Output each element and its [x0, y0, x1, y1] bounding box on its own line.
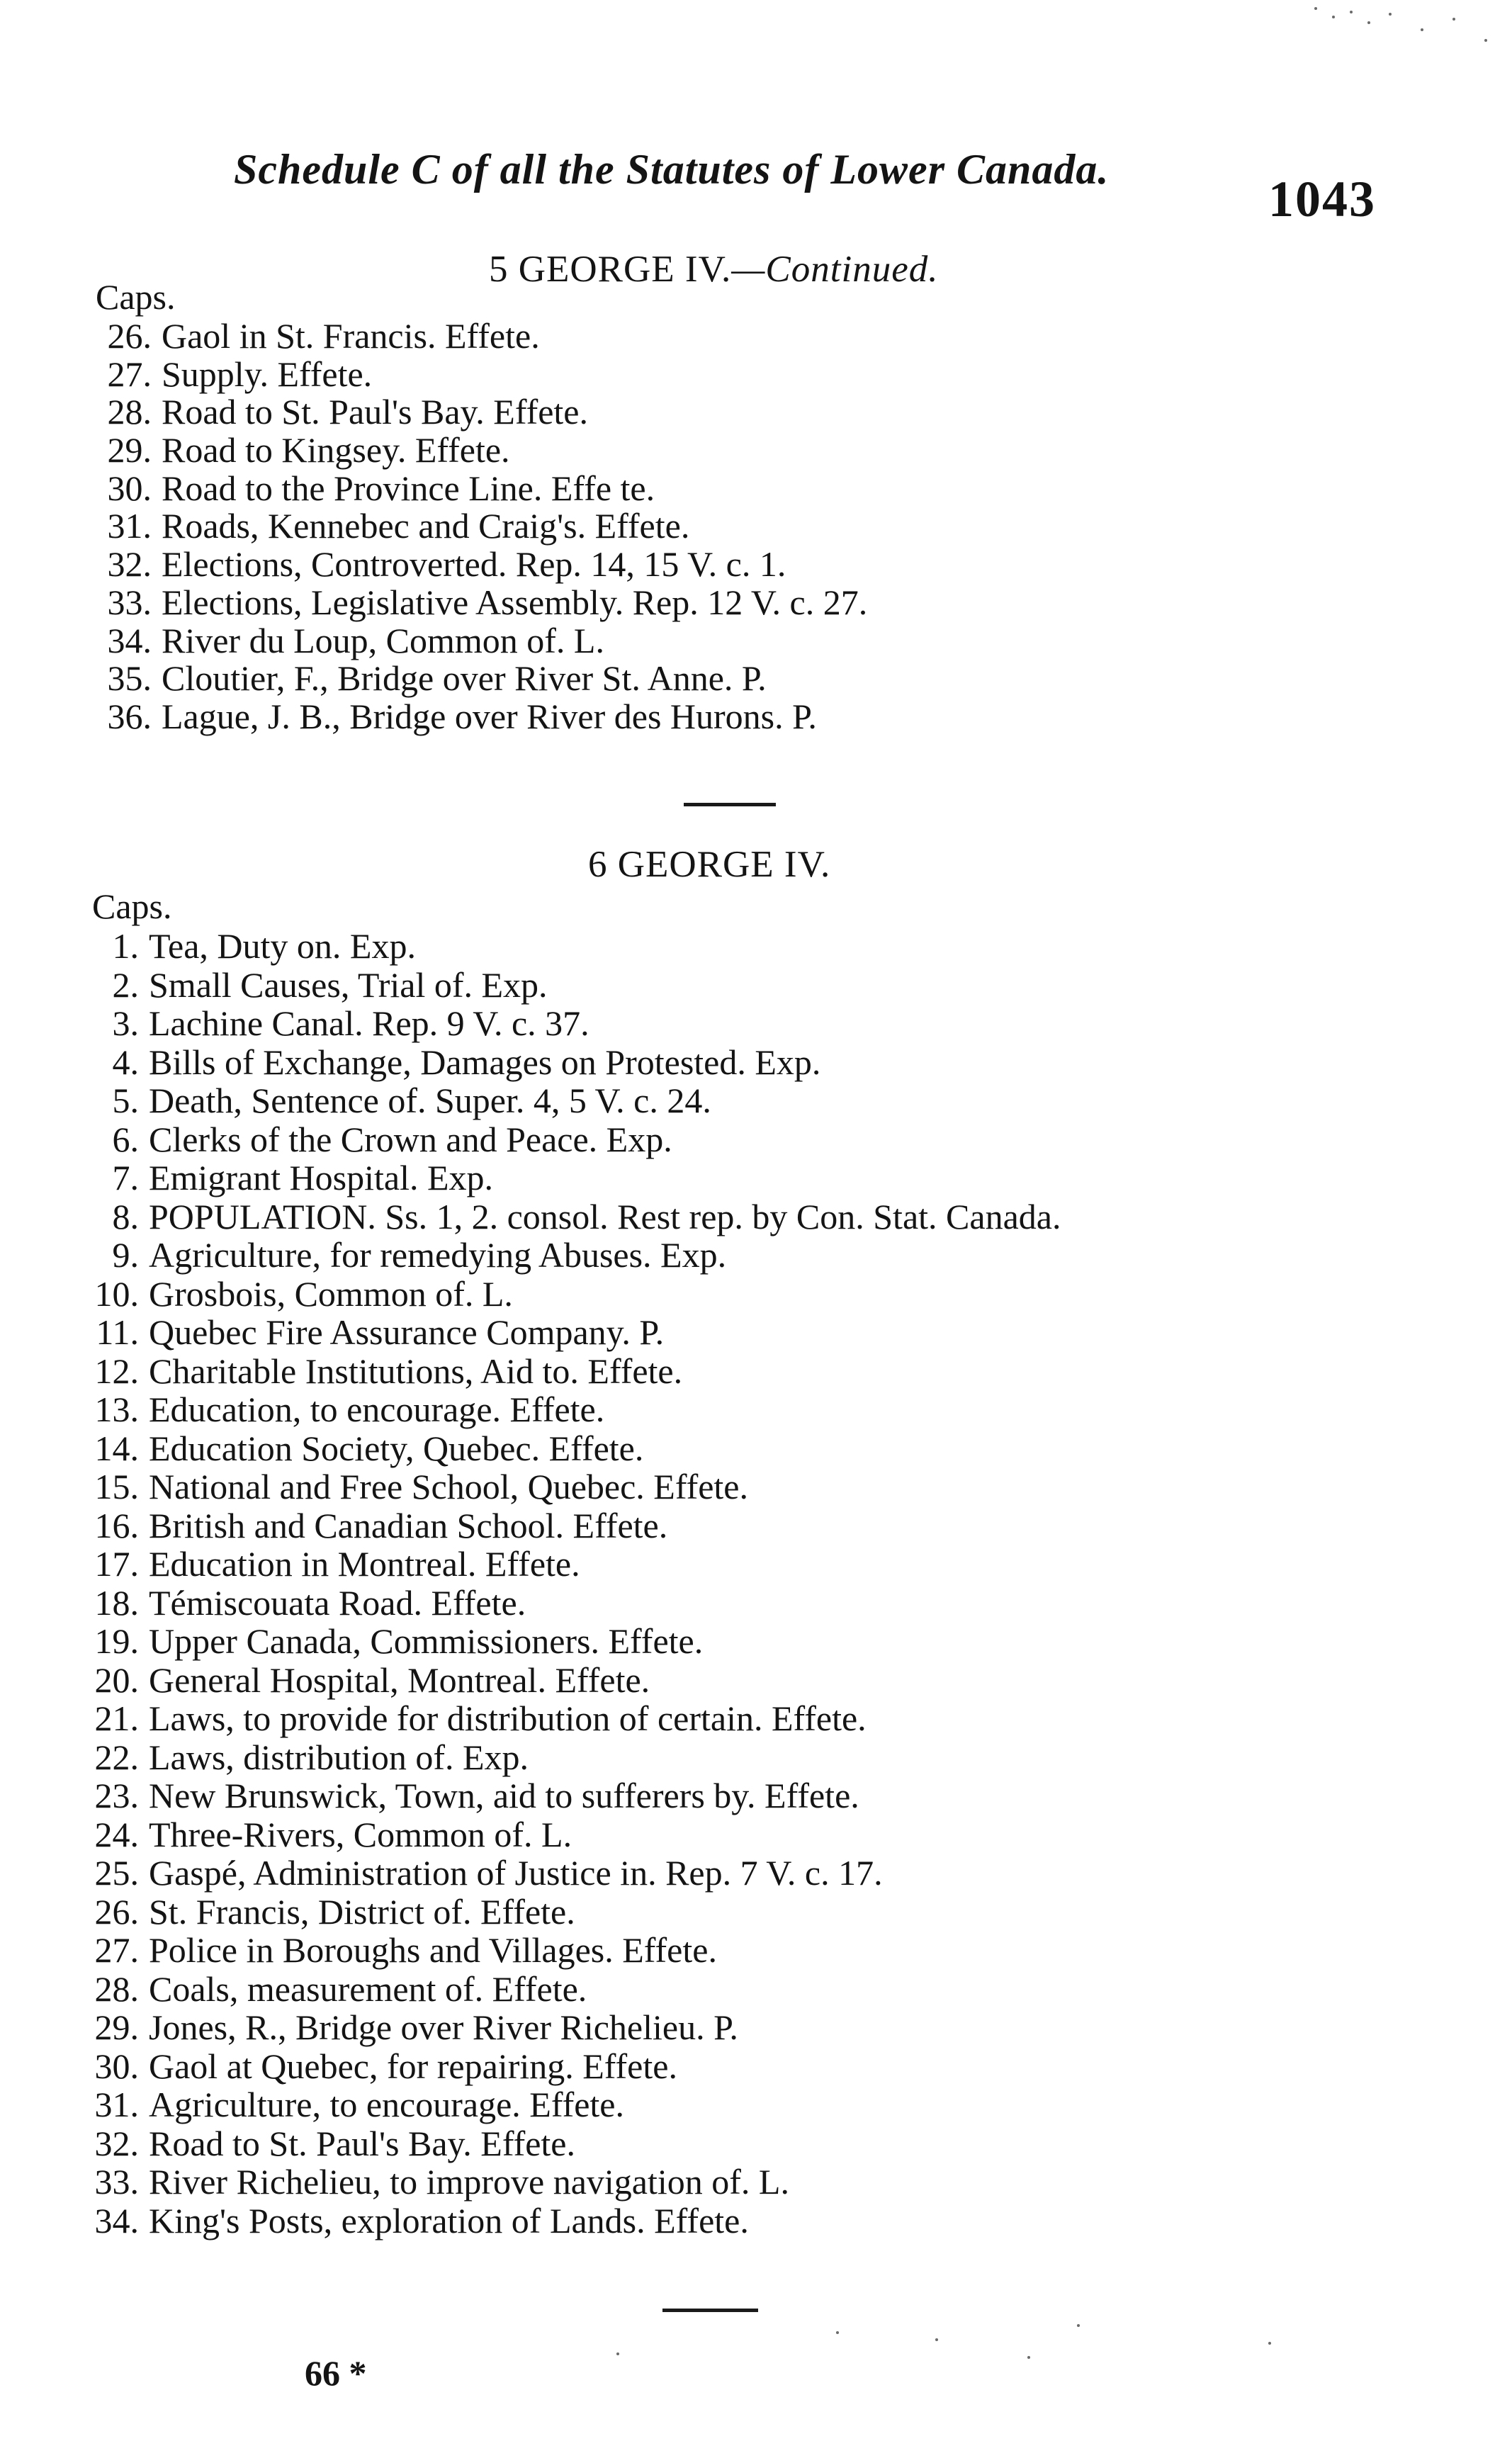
caps-label: Caps. — [92, 886, 172, 926]
chapter-number: 12. — [94, 1351, 139, 1391]
chapter-entry — [71, 1738, 1061, 1777]
running-title: Schedule C of all the Statutes of Lower Canada. — [234, 146, 1110, 193]
chapter-number: 10. — [94, 1273, 139, 1314]
chapter-entry — [71, 1776, 1061, 1815]
chapter-entry — [71, 1970, 1061, 2009]
chapter-entry — [71, 1893, 1061, 1932]
chapter-entry — [84, 622, 867, 660]
chapter-number: 31. — [94, 2085, 139, 2124]
chapter-title: National and Free School, Quebec. Effete. — [149, 1467, 748, 1506]
chapter-number: 5. — [112, 1081, 139, 1120]
chapter-title: Education Society, Quebec. Effete. — [149, 1428, 644, 1468]
chapter-entry — [84, 546, 867, 584]
chapter-entry — [71, 1081, 1061, 1120]
chapter-title: Bills of Exchange, Damages on Protested. Exp. — [149, 1042, 821, 1082]
chapter-title: Agriculture, for remedying Abuses. Exp. — [149, 1235, 727, 1275]
chapter-entry — [71, 1197, 1061, 1236]
chapter-number: 29. — [107, 430, 152, 470]
chapter-entry — [71, 1467, 1061, 1506]
chapter-entry — [71, 1313, 1061, 1352]
chapter-number: 26. — [94, 1891, 139, 1932]
chapter-title: King's Posts, exploration of Lands. Effete. — [149, 2200, 749, 2241]
chapter-title: Death, Sentence of. Super. 4, 5 V. c. 24. — [149, 1081, 711, 1120]
section-title: 6 GEORGE IV. — [588, 844, 831, 885]
scan-speck — [1077, 2324, 1080, 2327]
chapter-title: Emigrant Hospital. Exp. — [149, 1158, 494, 1197]
chapter-entry — [84, 356, 867, 394]
chapter-number: 31. — [107, 506, 152, 546]
chapter-entry — [84, 470, 867, 508]
chapter-entry — [71, 1931, 1061, 1970]
chapter-number: 1. — [112, 926, 139, 966]
chapter-number: 14. — [94, 1428, 139, 1468]
chapter-number: 34. — [94, 2200, 139, 2241]
chapter-number: 19. — [94, 1621, 139, 1661]
scan-speck — [1332, 16, 1335, 18]
chapter-number: 33. — [107, 582, 152, 622]
page-number: 1043 — [1268, 171, 1376, 227]
chapter-entry — [71, 1390, 1061, 1429]
chapter-number: 22. — [94, 1737, 139, 1777]
chapter-title: Road to St. Paul's Bay. Effete. — [162, 392, 589, 432]
chapter-title: Lachine Canal. Rep. 9 V. c. 37. — [149, 1003, 589, 1043]
chapter-number: 11. — [96, 1312, 139, 1352]
chapter-title: Road to Kingsey. Effete. — [162, 430, 510, 470]
chapter-title: Tea, Duty on. Exp. — [149, 926, 416, 966]
section-title-continued: —Continued. — [731, 249, 939, 290]
chapter-title: Grosbois, Common of. L. — [149, 1273, 513, 1314]
chapter-title: Police in Boroughs and Villages. Effete. — [149, 1930, 717, 1970]
chapter-title: Roads, Kennebec and Craig's. Effete. — [162, 506, 690, 546]
chapter-entry — [71, 1545, 1061, 1584]
chapter-entry — [84, 660, 867, 698]
chapter-title: Three-Rivers, Common of. L. — [149, 1814, 572, 1854]
chapter-number: 15. — [94, 1467, 139, 1506]
chapter-title: General Hospital, Montreal. Effete. — [149, 1659, 650, 1700]
chapter-number: 13. — [94, 1390, 139, 1429]
scan-speck — [1389, 13, 1392, 16]
chapter-number: 3. — [112, 1003, 139, 1043]
chapter-title: Elections, Legislative Assembly. Rep. 12 V. c. 27. — [162, 582, 868, 622]
chapter-number: 35. — [107, 658, 152, 699]
chapter-number: 2. — [112, 964, 139, 1005]
chapter-title: River Richelieu, to improve navigation of. L. — [149, 2162, 789, 2202]
section-title — [489, 248, 938, 291]
chapter-number: 20. — [94, 1659, 139, 1700]
chapter-number: 24. — [94, 1814, 139, 1854]
chapter-title: Elections, Controverted. Rep. 14, 15 V. c. 1. — [162, 544, 786, 585]
section-title-main: 5 GEORGE IV. — [489, 249, 732, 290]
chapter-title: Laws, distribution of. Exp. — [149, 1737, 529, 1777]
chapter-entry — [71, 1506, 1061, 1545]
chapter-entry — [71, 1815, 1061, 1854]
chapter-entry — [71, 2163, 1061, 2202]
chapter-title: Education, to encourage. Effete. — [149, 1390, 605, 1429]
chapter-entry — [71, 1622, 1061, 1661]
chapter-entry — [71, 1352, 1061, 1391]
chapter-number: 27. — [107, 354, 152, 394]
chapter-entry — [71, 1275, 1061, 1314]
chapter-number: 17. — [94, 1544, 139, 1584]
chapter-entry — [71, 927, 1061, 966]
scan-speck — [1314, 7, 1317, 10]
chapter-title: Cloutier, F., Bridge over River St. Anne. P. — [162, 658, 767, 699]
scan-speck — [1350, 11, 1353, 13]
chapter-number: 36. — [107, 696, 152, 736]
chapter-number: 26. — [107, 316, 152, 356]
chapter-title: Supply. Effete. — [162, 354, 373, 394]
caps-label: Caps. — [96, 277, 176, 317]
chapter-title: Laws, to provide for distribution of certain. Effete. — [149, 1698, 867, 1738]
chapter-number: 6. — [112, 1119, 139, 1159]
chapter-title: Agriculture, to encourage. Effete. — [149, 2085, 624, 2124]
chapter-entry — [71, 1159, 1061, 1197]
chapter-entry — [71, 1429, 1061, 1468]
chapter-number: 30. — [94, 2046, 139, 2086]
chapter-entry — [71, 2124, 1061, 2163]
scan-speck — [836, 2331, 839, 2334]
scan-speck — [1484, 39, 1487, 42]
section-divider — [684, 803, 776, 806]
chapter-number: 23. — [94, 1776, 139, 1815]
chapter-entry — [71, 2202, 1061, 2241]
chapter-number: 34. — [107, 620, 152, 660]
scan-speck — [1268, 2342, 1271, 2345]
scan-speck — [616, 2352, 619, 2355]
chapter-number: 27. — [94, 1930, 139, 1970]
end-rule — [662, 2309, 758, 2312]
chapter-title: Lague, J. B., Bridge over River des Hurons. P. — [162, 696, 817, 736]
chapter-entry — [84, 317, 867, 356]
chapter-entry — [71, 2008, 1061, 2047]
chapter-number: 29. — [94, 2007, 139, 2047]
scan-speck — [1367, 21, 1370, 24]
chapter-title: Small Causes, Trial of. Exp. — [149, 964, 548, 1005]
chapter-number: 21. — [94, 1698, 139, 1738]
chapter-list — [71, 927, 1061, 2240]
chapter-title: Jones, R., Bridge over River Richelieu. P. — [149, 2007, 738, 2047]
chapter-entry — [71, 1699, 1061, 1738]
chapter-entry — [84, 432, 867, 470]
chapter-title: British and Canadian School. Effete. — [149, 1505, 668, 1545]
chapter-number: 33. — [94, 2162, 139, 2202]
chapter-number: 32. — [107, 544, 152, 585]
chapter-number: 30. — [107, 468, 152, 508]
chapter-entry — [71, 1043, 1061, 1082]
chapter-entry — [84, 393, 867, 432]
chapter-title: Upper Canada, Commissioners. Effete. — [149, 1621, 704, 1661]
chapter-entry — [71, 1854, 1061, 1893]
chapter-entry — [71, 966, 1061, 1005]
chapter-title: St. Francis, District of. Effete. — [149, 1891, 575, 1932]
chapter-title: Education in Montreal. Effete. — [149, 1544, 580, 1584]
scan-speck — [1452, 18, 1455, 21]
chapter-number: 8. — [112, 1196, 139, 1236]
chapter-entry — [71, 1004, 1061, 1043]
chapter-entry — [71, 1584, 1061, 1623]
chapter-number: 18. — [94, 1582, 139, 1623]
chapter-entry — [71, 2047, 1061, 2086]
chapter-number: 32. — [94, 2123, 139, 2163]
chapter-number: 16. — [94, 1505, 139, 1545]
chapter-title: Clerks of the Crown and Peace. Exp. — [149, 1119, 672, 1159]
scan-speck — [1027, 2356, 1030, 2359]
chapter-title: New Brunswick, Town, aid to sufferers by. Effete. — [149, 1776, 859, 1815]
chapter-title: Charitable Institutions, Aid to. Effete. — [149, 1351, 683, 1391]
scan-speck — [1421, 28, 1423, 31]
chapter-title: Road to the Province Line. Effe te. — [162, 468, 655, 508]
chapter-entry — [71, 1120, 1061, 1159]
chapter-title: Road to St. Paul's Bay. Effete. — [149, 2123, 576, 2163]
chapter-number: 25. — [94, 1853, 139, 1893]
chapter-number: 28. — [107, 392, 152, 432]
chapter-number: 4. — [112, 1042, 139, 1082]
chapter-entry — [71, 1236, 1061, 1275]
chapter-entry — [84, 507, 867, 546]
chapter-title: Gaspé, Administration of Justice in. Rep. 7 V. c. 17. — [149, 1853, 883, 1893]
chapter-title: POPULATION. Ss. 1, 2. consol. Rest rep. by Con. Stat. Canada. — [149, 1196, 1061, 1236]
chapter-entry — [84, 584, 867, 622]
chapter-title: Témiscouata Road. Effete. — [149, 1582, 526, 1623]
chapter-entry — [84, 698, 867, 736]
chapter-title: Gaol at Quebec, for repairing. Effete. — [149, 2046, 677, 2086]
chapter-number: 7. — [112, 1158, 139, 1197]
chapter-title: River du Loup, Common of. L. — [162, 620, 604, 660]
chapter-list — [84, 317, 867, 736]
chapter-entry — [71, 1661, 1061, 1700]
chapter-number: 28. — [94, 1968, 139, 2009]
chapter-number: 9. — [112, 1235, 139, 1275]
chapter-title: Gaol in St. Francis. Effete. — [162, 316, 540, 356]
signature-mark: 66 * — [305, 2353, 367, 2393]
chapter-title: Quebec Fire Assurance Company. P. — [149, 1312, 665, 1352]
scan-speck — [935, 2338, 938, 2341]
chapter-title: Coals, measurement of. Effete. — [149, 1968, 587, 2009]
chapter-entry — [71, 2085, 1061, 2124]
